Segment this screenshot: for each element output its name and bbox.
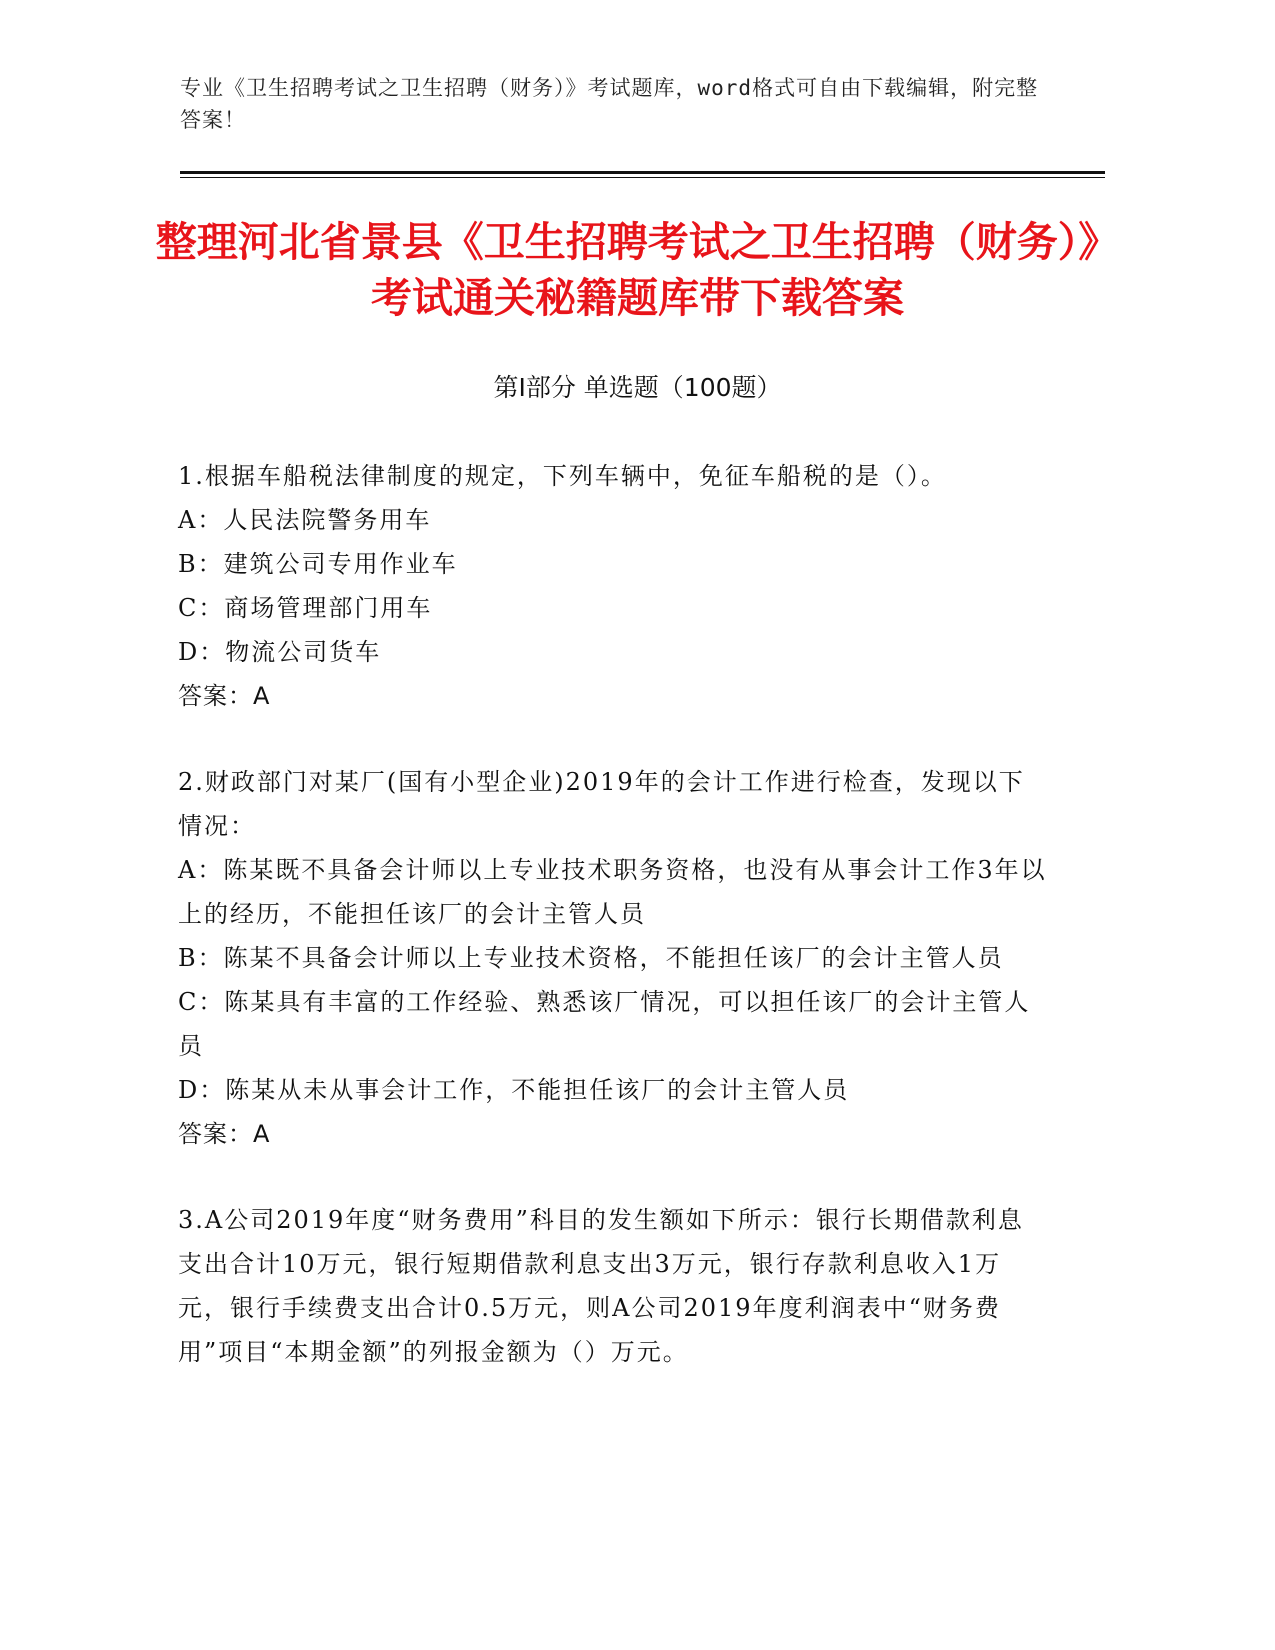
question-1 (178, 454, 1048, 718)
option-a: A：陈某既不具备会计师以上专业技术职务资格，也没有从事会计工作3年以上的经历，不能担任该厂的会计主管人员 (178, 856, 1047, 928)
option-c: C：商场管理部门用车 (178, 594, 433, 622)
question-3 (178, 1198, 1048, 1374)
option-d: D：物流公司货车 (178, 638, 382, 666)
question-list (178, 454, 1048, 1416)
answer: 答案：A (178, 1120, 271, 1148)
option-d: D：陈某从未从事会计工作，不能担任该厂的会计主管人员 (178, 1076, 850, 1104)
answer: 答案：A (178, 682, 271, 710)
question-stem: 1.根据车船税法律制度的规定，下列车辆中，免征车船税的是（）。 (178, 462, 947, 490)
question-2 (178, 760, 1048, 1156)
question-stem: 2.财政部门对某厂(国有小型企业)2019年的会计工作进行检查，发现以下情况： (178, 768, 1025, 840)
option-a: A：人民法院警务用车 (178, 506, 432, 534)
question-stem: 3.A公司2019年度“财务费用”科目的发生额如下所示：银行长期借款利息支出合计10万元，银行短期借款利息支出3万元，银行存款利息收入1万元，银行手续费支出合计0.5万元，则A公司2019年度利润表中“财务费用”项目“本期金额”的列报金额为（）万元。 (178, 1206, 1024, 1366)
option-b: B：陈某不具备会计师以上专业技术资格，不能担任该厂的会计主管人员 (178, 944, 1004, 972)
header-divider (180, 171, 1105, 174)
section-title: 第Ⅰ部分 单选题（100题） (493, 373, 782, 402)
header-note: 专业《卫生招聘考试之卫生招聘（财务）》考试题库，word格式可自由下载编辑，附完整答案！ (180, 76, 1039, 132)
header-divider-thin (180, 177, 1105, 178)
document-title: 整理河北省景县《卫生招聘考试之卫生招聘（财务）》考试通关秘籍题库带下载答案 (155, 218, 1120, 322)
option-c: C：陈某具有丰富的工作经验、熟悉该厂情况，可以担任该厂的会计主管人员 (178, 988, 1031, 1060)
option-b: B：建筑公司专用作业车 (178, 550, 458, 578)
